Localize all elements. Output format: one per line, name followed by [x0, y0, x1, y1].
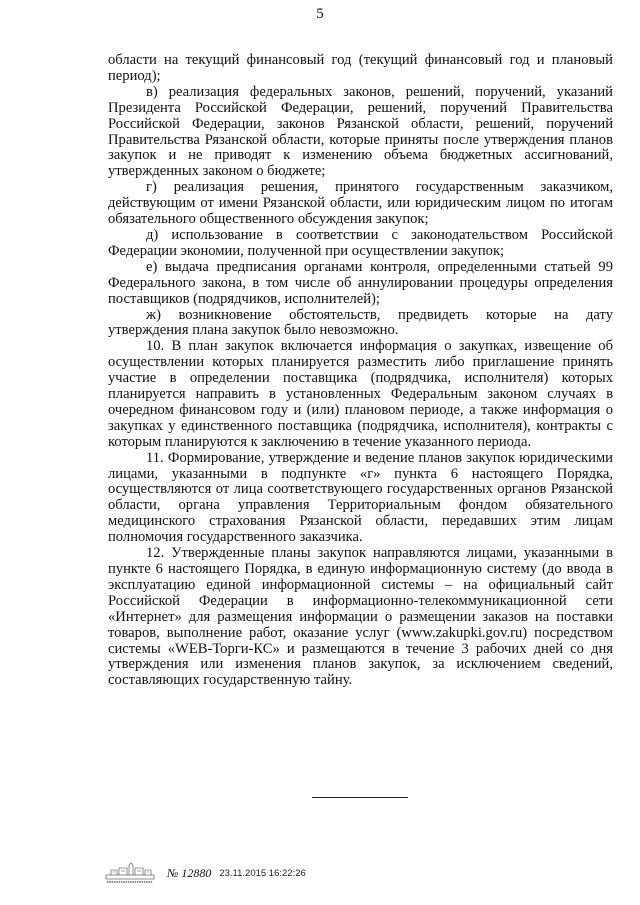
- legal-system-logo-icon: [105, 861, 155, 885]
- paragraph-subitem-g: г) реализация решения, принятого государственным заказчиком, действующим от имени Рязанской области, или юридическим лицом по итогам обязательного общественного обсуждения закупок;: [108, 179, 613, 228]
- paragraph-item-12: 12. Утвержденные планы закупок направляются лицами, указанными в пункте 6 настоящего Порядка, в единую информационную систему (до ввода в эксплуатацию единой информационной системы – на официальный сайт Российской Федерации в информационно-телекоммуникационной сети «Интернет» для размещения информации о размещении заказов на поставки товаров, выполнение работ, оказание услуг (www.zakupki.gov.ru) посредством системы «WEB-Торги-КС» и размещаются в течение 3 рабочих дней со дня утверждения или изменения планов закупок, за исключением сведений, составляющих государственную тайну.: [108, 545, 613, 689]
- page-number: 5: [316, 6, 324, 22]
- paragraph-item-10: 10. В план закупок включается информация о закупках, извещение об осуществлении которых планируется разместить либо приглашение принять участие в определении поставщика (подрядчика, исполнителя) которых планируется направить в установленных Федеральным законом случаях в очередном финансовом году и (или) плановом периоде, а также информация о закупках у единственного поставщика (подрядчика, исполнителя), контракты с которым планируются к заключению в течение указанного периода.: [108, 338, 613, 450]
- paragraph-subitem-zh: ж) возникновение обстоятельств, предвидеть которые на дату утверждения плана закупок было невозможно.: [108, 306, 613, 339]
- registration-number: № 12880: [167, 865, 212, 880]
- paragraph-intro: области на текущий финансовый год (текущий финансовый год и плановый период);: [108, 52, 613, 84]
- registration-timestamp: 23.11.2015 16:22:26: [219, 867, 306, 879]
- paragraph-subitem-d: д) использование в соответствии с законодательством Российской Федерации экономии, полученной при осуществлении закупок;: [108, 226, 613, 259]
- end-separator-line: [312, 797, 408, 798]
- registration-footer: [105, 860, 306, 886]
- paragraph-item-11: 11. Формирование, утверждение и ведение планов закупок юридическими лицами, указанными в подпункте «г» пункта 6 настоящего Порядка, осуществляются от лица соответствующего государственных органов Рязанской области, органа управления Территориальным фондом обязательного медицинского страхования Рязанской области, передавших этим лицам полномочия государственного заказчика.: [108, 449, 613, 546]
- paragraph-subitem-v: в) реализация федеральных законов, решений, поручений, указаний Президента Российской Федерации, решений, поручений Правительства Российской Федерации, законов Рязанской области, решений, поручений Правительства Рязанской области, которые приняты после утверждения планов закупок и не приводят к изменению объема бюджетных ассигнований, утвержденных законом о бюджете;: [108, 83, 613, 180]
- document-body: [108, 53, 613, 689]
- paragraph-subitem-e: е) выдача предписания органами контроля, определенными статьей 99 Федерального закона, в том числе об аннулировании процедуры определения поставщиков (подрядчиков, исполнителей);: [108, 258, 613, 307]
